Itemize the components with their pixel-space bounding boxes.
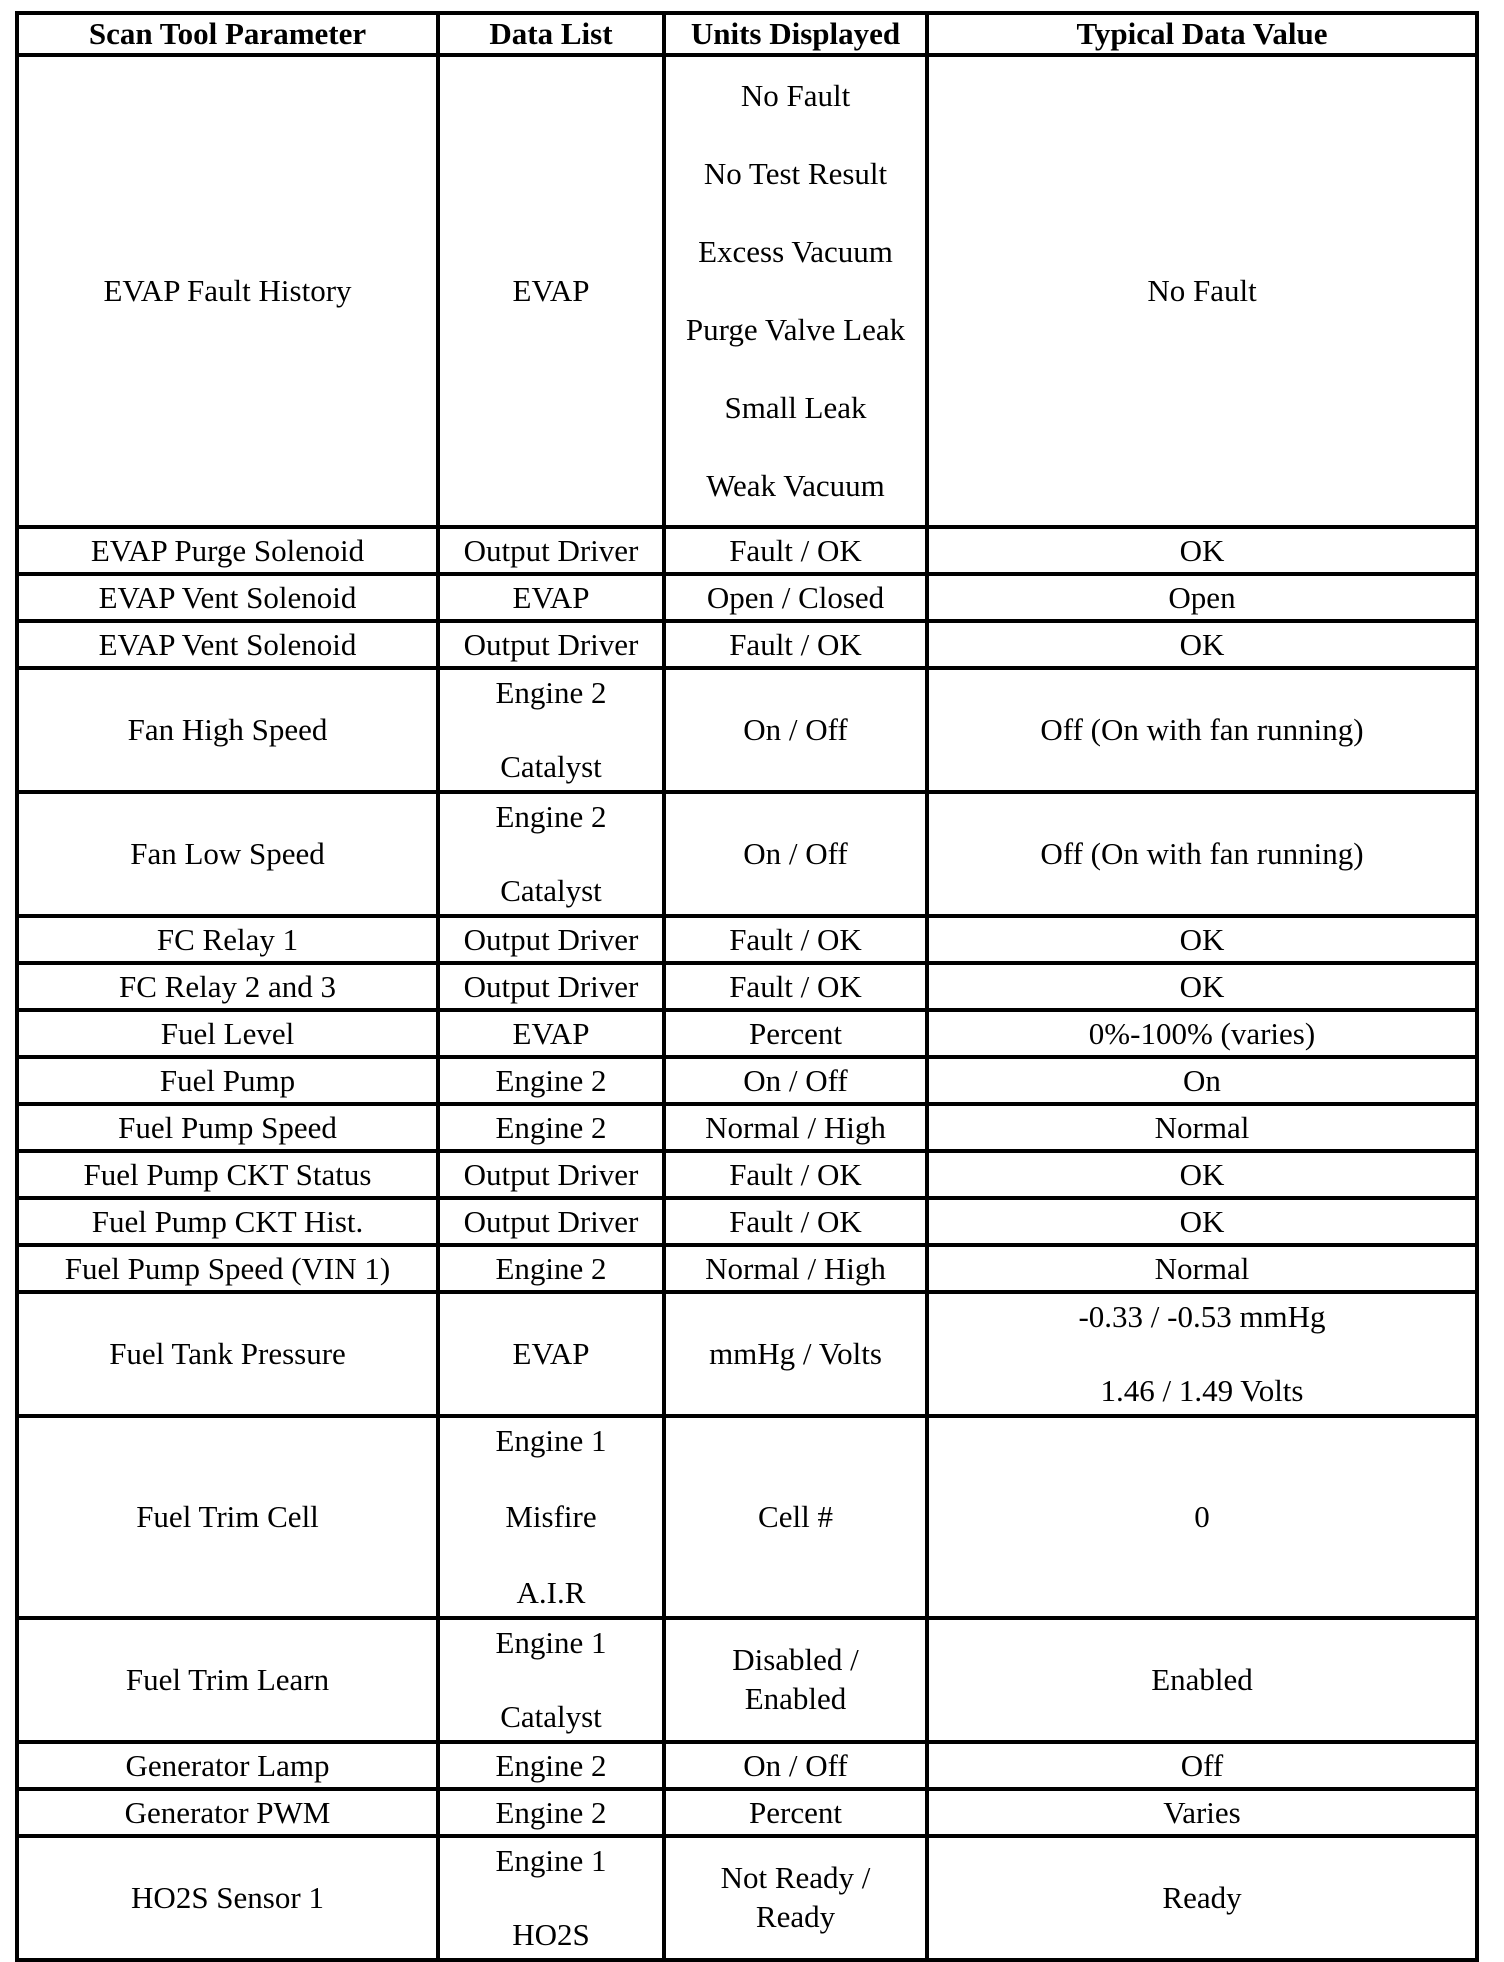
param-cell: FC Relay 2 and 3 [17,963,438,1010]
param-cell: Fan High Speed [17,668,438,792]
table-row [17,963,1477,1010]
units-cell: Cell # [664,1416,927,1618]
header-scan-tool-parameter: Scan Tool Parameter [17,13,438,55]
param-cell: EVAP Fault History [17,55,438,527]
param-cell: Fuel Pump Speed (VIN 1) [17,1245,438,1292]
data-list-cell: Engine 2 [438,1104,664,1151]
param-cell: EVAP Purge Solenoid [17,527,438,574]
units-cell [664,1618,927,1742]
param-cell: FC Relay 1 [17,916,438,963]
typical-value-cell: OK [927,963,1477,1010]
data-list-line: Catalyst [500,1699,602,1735]
data-list-line: Engine 1 [495,1843,607,1878]
units-cell: Normal / High [664,1104,927,1151]
units-cell: On / Off [664,1742,927,1789]
typical-value-cell: Enabled [927,1618,1477,1742]
table-row [17,1416,1477,1618]
table-row [17,1198,1477,1245]
typical-value-cell: No Fault [927,55,1477,527]
typical-value-cell: Open [927,574,1477,621]
typical-value-cell: Normal [927,1245,1477,1292]
typical-value-cell: OK [927,1198,1477,1245]
data-list-cell [438,1416,664,1618]
table-row [17,1057,1477,1104]
typical-value-cell: Normal [927,1104,1477,1151]
data-list-cell: Output Driver [438,916,664,963]
table-row [17,792,1477,916]
units-text: Not Ready / Ready [720,1860,871,1934]
data-list-line: A.I.R [516,1575,586,1611]
data-list-cell [438,792,664,916]
units-cell: Open / Closed [664,574,927,621]
param-cell: Fuel Pump [17,1057,438,1104]
typical-value-line: 1.46 / 1.49 Volts [1100,1373,1304,1409]
typical-value-cell: OK [927,916,1477,963]
units-cell: Fault / OK [664,621,927,668]
param-cell: Generator PWM [17,1789,438,1836]
data-list-cell: EVAP [438,1292,664,1416]
data-list-line: Engine 1 [495,1423,607,1458]
unit-option: Purge Valve Leak [685,312,906,347]
units-cell: mmHg / Volts [664,1292,927,1416]
units-cell: Percent [664,1789,927,1836]
unit-option: No Fault [740,78,851,113]
typical-value-cell: OK [927,527,1477,574]
table-header-row [17,13,1477,55]
typical-value-cell: Off (On with fan running) [927,668,1477,792]
units-cell: Fault / OK [664,527,927,574]
param-cell: HO2S Sensor 1 [17,1836,438,1960]
table-row [17,668,1477,792]
typical-value-cell: Off [927,1742,1477,1789]
param-cell: EVAP Vent Solenoid [17,621,438,668]
units-cell [664,1836,927,1960]
param-cell: Fuel Trim Learn [17,1618,438,1742]
typical-value-cell: Off (On with fan running) [927,792,1477,916]
data-list-cell [438,668,664,792]
data-list-cell: Output Driver [438,1198,664,1245]
data-list-line: Engine 2 [495,799,607,834]
param-cell: Generator Lamp [17,1742,438,1789]
typical-value-cell: Varies [927,1789,1477,1836]
units-cell: Normal / High [664,1245,927,1292]
param-cell: EVAP Vent Solenoid [17,574,438,621]
units-cell: On / Off [664,1057,927,1104]
header-typical-data-value: Typical Data Value [927,13,1477,55]
table-row [17,527,1477,574]
data-list-cell: Output Driver [438,621,664,668]
data-list-cell: Engine 2 [438,1742,664,1789]
unit-option: Small Leak [724,390,867,425]
param-cell: Fuel Tank Pressure [17,1292,438,1416]
typical-value-cell: On [927,1057,1477,1104]
table-row [17,1618,1477,1742]
data-list-cell [438,1618,664,1742]
typical-value-cell: OK [927,1151,1477,1198]
scan-tool-parameter-table [15,11,1479,1962]
unit-option: Excess Vacuum [698,234,893,269]
param-cell: Fuel Pump CKT Status [17,1151,438,1198]
typical-value-cell: Ready [927,1836,1477,1960]
units-cell: Fault / OK [664,1151,927,1198]
table-row [17,1836,1477,1960]
data-list-cell: Output Driver [438,1151,664,1198]
param-cell: Fan Low Speed [17,792,438,916]
units-cell: On / Off [664,792,927,916]
data-list-cell: EVAP [438,55,664,527]
typical-value-cell: OK [927,621,1477,668]
unit-option: No Test Result [703,156,888,191]
table-row [17,1104,1477,1151]
unit-option: Weak Vacuum [706,468,885,503]
units-cell: On / Off [664,668,927,792]
header-data-list: Data List [438,13,664,55]
header-units-displayed: Units Displayed [664,13,927,55]
typical-value-line: -0.33 / -0.53 mmHg [1078,1299,1326,1334]
units-cell: Fault / OK [664,1198,927,1245]
table-row [17,55,1477,527]
param-cell: Fuel Pump CKT Hist. [17,1198,438,1245]
typical-value-cell: 0 [927,1416,1477,1618]
units-cell: Fault / OK [664,916,927,963]
data-list-line: Engine 1 [495,1625,607,1660]
typical-value-cell [927,1292,1477,1416]
data-list-cell: EVAP [438,574,664,621]
typical-value-cell: 0%-100% (varies) [927,1010,1477,1057]
units-cell: Fault / OK [664,963,927,1010]
param-cell: Fuel Pump Speed [17,1104,438,1151]
table-row [17,1245,1477,1292]
data-list-cell: Output Driver [438,963,664,1010]
data-list-cell: Engine 2 [438,1057,664,1104]
table-row [17,1010,1477,1057]
table-row [17,621,1477,668]
data-list-cell: EVAP [438,1010,664,1057]
data-list-line: Catalyst [500,749,602,785]
table-row [17,1789,1477,1836]
data-list-line: Engine 2 [495,675,607,710]
table-row [17,1742,1477,1789]
table-row [17,916,1477,963]
data-list-line: HO2S [512,1917,590,1953]
data-list-cell: Output Driver [438,527,664,574]
table-row [17,1292,1477,1416]
table-row [17,574,1477,621]
data-list-line: Misfire [505,1499,597,1535]
data-list-cell: Engine 2 [438,1245,664,1292]
data-list-line: Catalyst [500,873,602,909]
units-cell [664,55,927,527]
data-list-cell [438,1836,664,1960]
units-cell: Percent [664,1010,927,1057]
table-row [17,1151,1477,1198]
data-list-cell: Engine 2 [438,1789,664,1836]
param-cell: Fuel Trim Cell [17,1416,438,1618]
units-text: Disabled / Enabled [732,1642,859,1716]
param-cell: Fuel Level [17,1010,438,1057]
